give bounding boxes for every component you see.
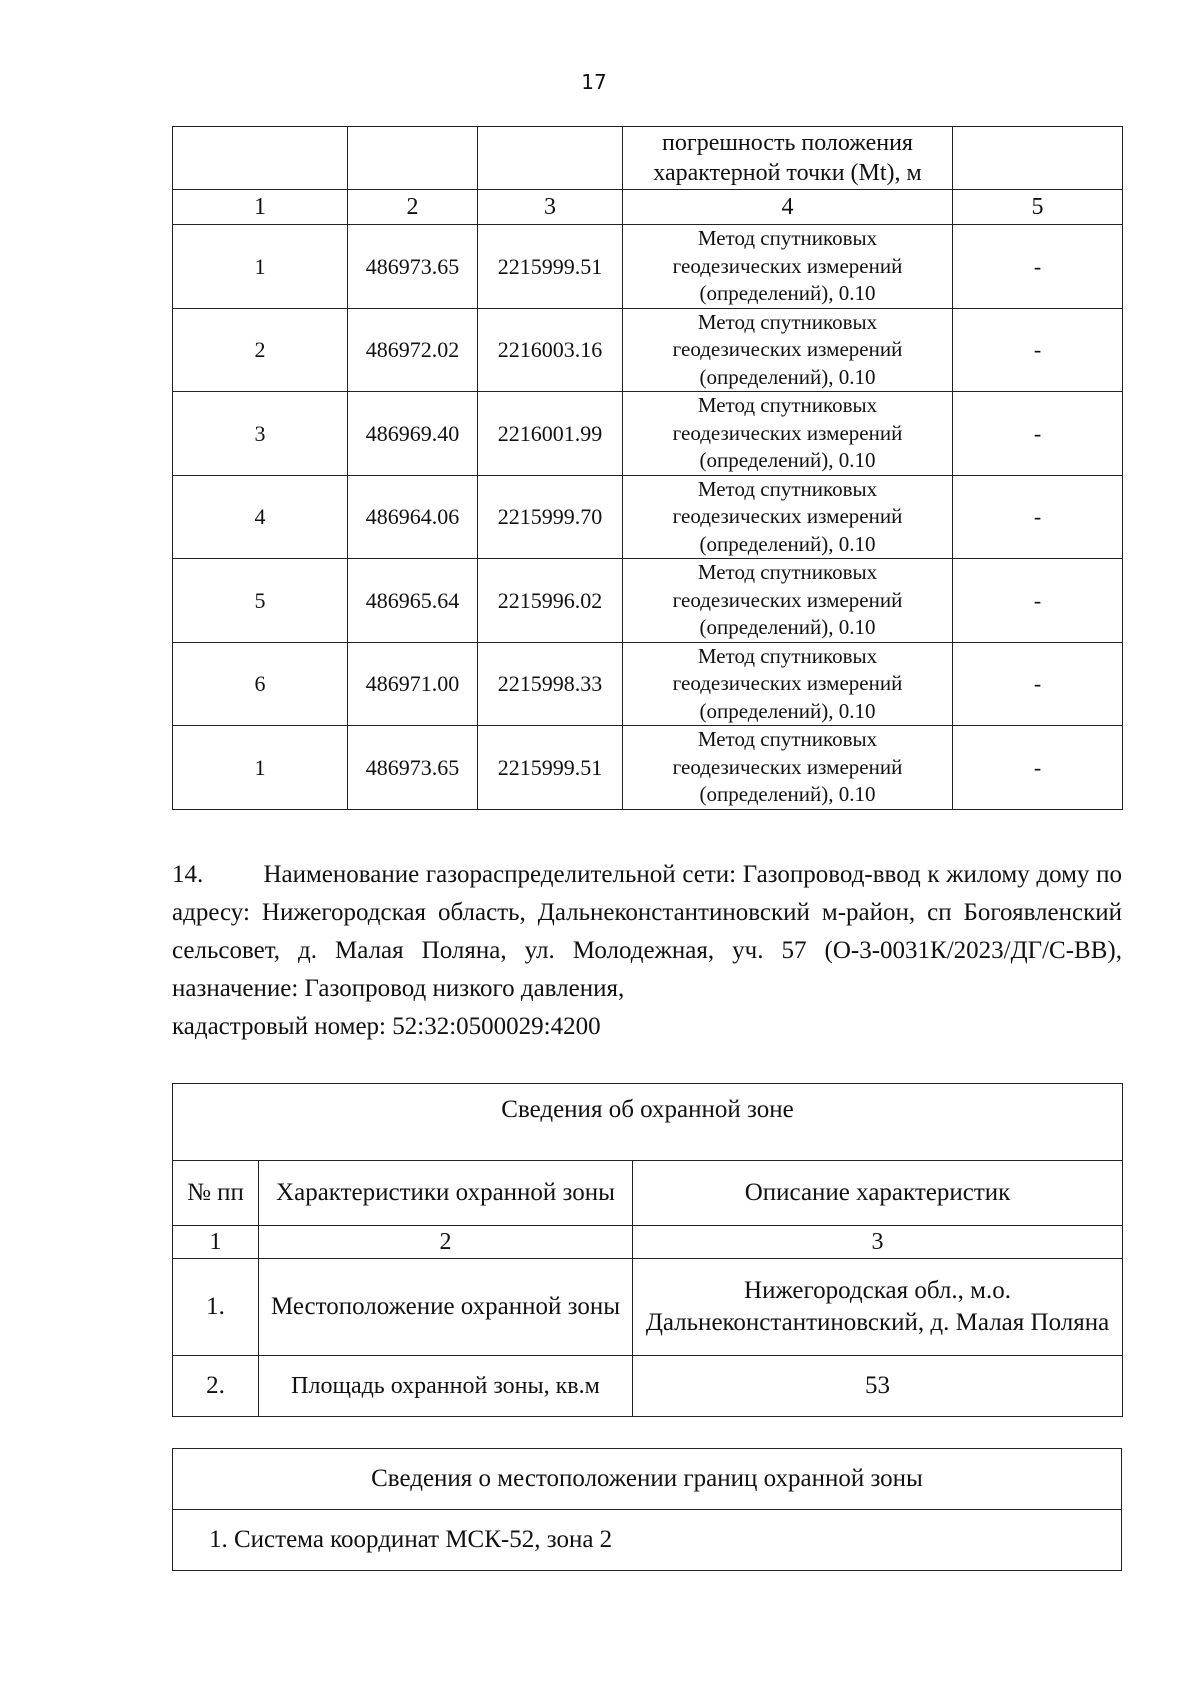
page-number: 17: [581, 70, 607, 94]
col-header-characteristics: Характеристики охранной зоны: [259, 1161, 633, 1226]
method: [623, 475, 953, 559]
characteristic-description: 53: [633, 1356, 1123, 1417]
row-number: 2.: [173, 1356, 259, 1417]
characteristic-name: Площадь охранной зоны, кв.м: [259, 1356, 633, 1417]
row-number: 1.: [173, 1259, 259, 1356]
table-row: [173, 225, 1123, 309]
column-index: 5: [953, 190, 1123, 225]
method-line: Метод спутниковых: [697, 643, 878, 668]
header-cell: [348, 127, 478, 190]
coordinate-x: 486972.02: [348, 308, 478, 392]
coordinate-x: 486969.40: [348, 392, 478, 476]
method-line: геодезических измерений: [672, 337, 903, 361]
method-line: Метод спутниковых: [697, 309, 878, 334]
column-index: 1: [173, 190, 348, 225]
coordinate-y: 2216001.99: [478, 392, 623, 476]
method-line: (определений), 0.10: [699, 448, 876, 472]
note: -: [953, 225, 1123, 309]
method-line: (определений), 0.10: [699, 531, 876, 556]
point-number: 3: [173, 392, 348, 476]
column-index-row: [173, 190, 1123, 225]
point-number: 1: [173, 225, 348, 309]
table-row: [173, 559, 1123, 643]
column-index: 4: [623, 190, 953, 225]
column-index: 1: [173, 1226, 259, 1259]
header-cell-accuracy: погрешность положения характерной точки (Mt), м: [623, 127, 953, 190]
method-line: Метод спутниковых: [697, 393, 878, 417]
characteristic-description: Нижегородская обл., м.о. Дальнеконстантиновский, д. Малая Поляна: [633, 1259, 1123, 1356]
note: -: [953, 475, 1123, 559]
coordinate-y: 2216003.16: [478, 308, 623, 392]
boundaries-table: [172, 1448, 1122, 1571]
point-number: 5: [173, 559, 348, 643]
column-index: 2: [348, 190, 478, 225]
section-text: Наименование газораспределительной сети: Газопровод-ввод к жилому дому по адресу: Нижегородская область, Дальнеконстантиновский м-район, сп Богоявленский сельсовет, д. Малая Поляна, ул. Молодежная, уч. 57 (О-3-0031К/2023/ДГ/С-ВВ), назначение: Газопровод низкого давления,: [172, 861, 1123, 1002]
section-paragraph: [172, 856, 1122, 1046]
coordinate-system: 1. Система координат МСК-52, зона 2: [173, 1510, 1122, 1571]
section-number: 14.: [172, 861, 204, 888]
method-line: Метод спутниковых: [697, 560, 878, 584]
method-line: геодезических измерений: [672, 253, 903, 278]
method-line: Метод спутниковых: [697, 476, 878, 501]
method-line: геодезических измерений: [672, 671, 903, 695]
col-header-number: № пп: [173, 1161, 259, 1226]
coordinate-y: 2215996.02: [478, 559, 623, 643]
table-header-row: [173, 127, 1123, 190]
protection-zone-table: [172, 1083, 1123, 1417]
method-line: (определений), 0.10: [699, 782, 876, 806]
cadastral-number-line: кадастровый номер: 52:32:0500029:4200: [172, 1013, 601, 1040]
note: -: [953, 726, 1123, 810]
method-line: геодезических измерений: [672, 504, 903, 528]
method: [623, 225, 953, 309]
table-row: [173, 308, 1123, 392]
method: [623, 642, 953, 726]
zone-table-title: Сведения об охранной зоне: [173, 1084, 1123, 1161]
point-number: 4: [173, 475, 348, 559]
coordinates-table: [172, 126, 1123, 810]
table-row: [173, 392, 1123, 476]
table-row: [173, 1259, 1123, 1356]
coordinate-x: 486973.65: [348, 225, 478, 309]
coordinate-y: 2215998.33: [478, 642, 623, 726]
coordinates-body: [173, 225, 1123, 810]
method-line: (определений), 0.10: [699, 615, 876, 639]
coordinate-y: 2215999.51: [478, 225, 623, 309]
note: -: [953, 642, 1123, 726]
col-header-description: Описание характеристик: [633, 1161, 1123, 1226]
column-index: 3: [633, 1226, 1123, 1259]
note: -: [953, 559, 1123, 643]
method: [623, 726, 953, 810]
table-row: [173, 475, 1123, 559]
method-line: геодезических измерений: [672, 587, 903, 612]
coordinate-x: 486973.65: [348, 726, 478, 810]
column-index: 3: [478, 190, 623, 225]
point-number: 1: [173, 726, 348, 810]
method-line: геодезических измерений: [672, 754, 903, 779]
boundaries-table-title: Сведения о местоположении границ охранной зоны: [173, 1449, 1122, 1510]
method-line: Метод спутниковых: [697, 226, 878, 250]
note: -: [953, 392, 1123, 476]
table-row: [173, 1356, 1123, 1417]
method-line: (определений), 0.10: [699, 698, 876, 723]
method: [623, 559, 953, 643]
method: [623, 308, 953, 392]
coordinate-x: 486964.06: [348, 475, 478, 559]
point-number: 2: [173, 308, 348, 392]
note: -: [953, 308, 1123, 392]
header-cell: [478, 127, 623, 190]
method-line: Метод спутниковых: [697, 727, 878, 751]
table-row: [173, 642, 1123, 726]
method: [623, 392, 953, 476]
coordinate-y: 2215999.51: [478, 726, 623, 810]
method-line: (определений), 0.10: [699, 281, 876, 305]
coordinate-x: 486965.64: [348, 559, 478, 643]
characteristic-name: Местоположение охранной зоны: [259, 1259, 633, 1356]
method-line: геодезических измерений: [672, 420, 903, 445]
coordinate-x: 486971.00: [348, 642, 478, 726]
column-index: 2: [259, 1226, 633, 1259]
table-row: [173, 726, 1123, 810]
point-number: 6: [173, 642, 348, 726]
coordinate-y: 2215999.70: [478, 475, 623, 559]
method-line: (определений), 0.10: [699, 364, 876, 389]
header-cell: [173, 127, 348, 190]
header-cell: [953, 127, 1123, 190]
